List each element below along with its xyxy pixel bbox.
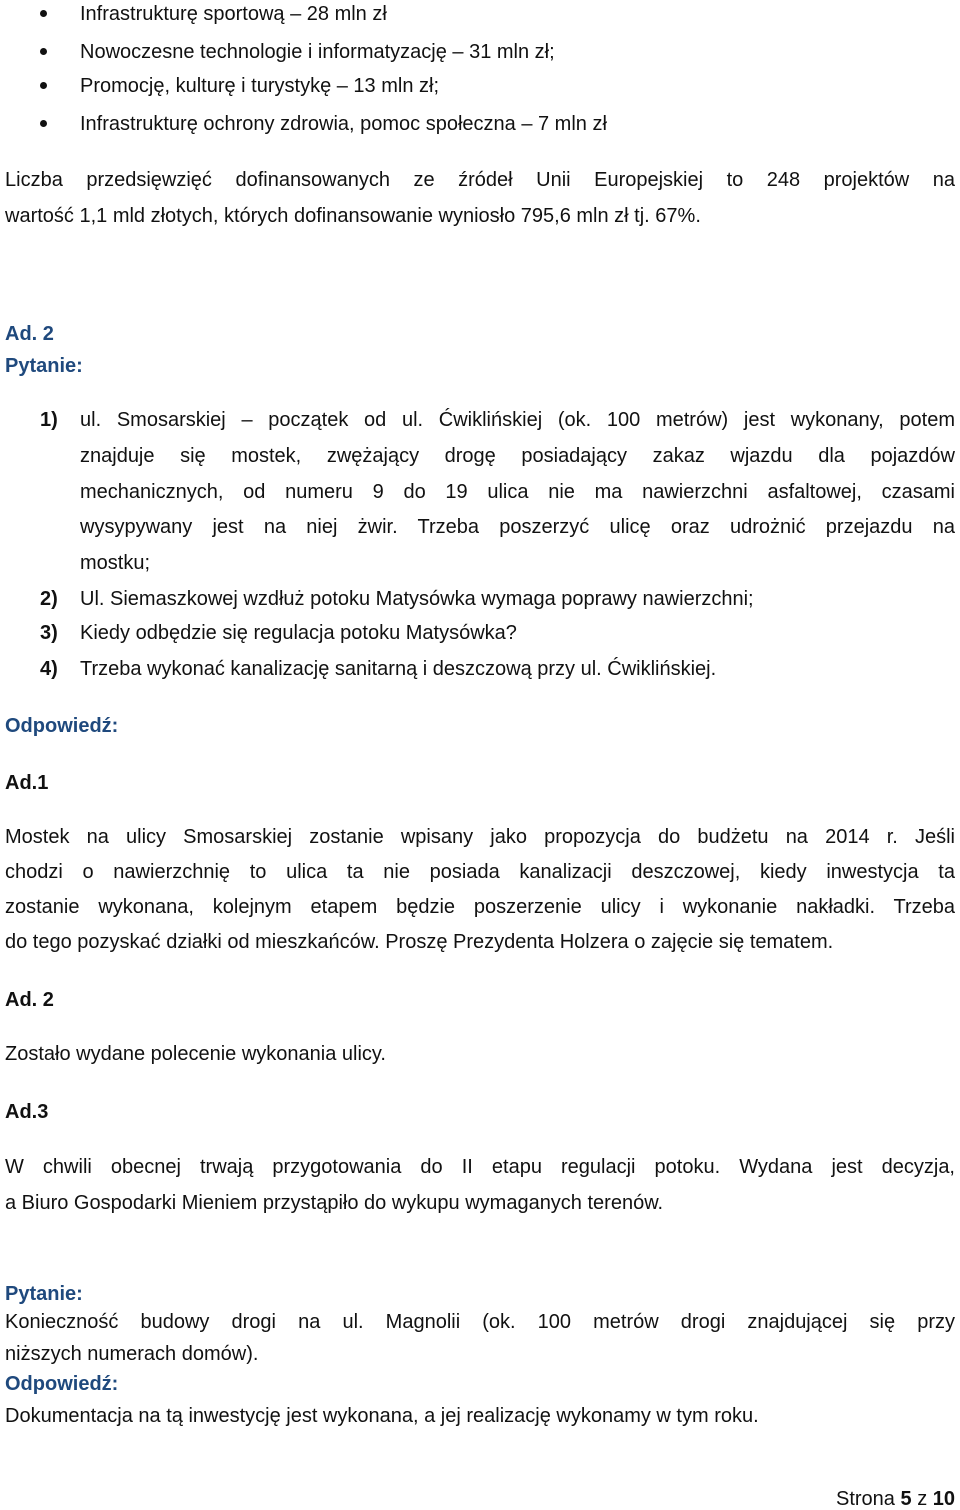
numbered-item xyxy=(40,621,517,645)
bullet-dot xyxy=(40,48,47,55)
answer-line: Mostek na ulicy Smosarskiej zostanie wpisany jako propozycja do budżetu na 2014 r. Jeśli xyxy=(5,826,955,848)
bullet-text: Infrastrukturę ochrony zdrowia, pomoc społeczna – 7 mln zł xyxy=(80,113,607,135)
section-heading-ad2: Ad. 2 xyxy=(5,323,54,345)
numbered-item xyxy=(40,657,716,681)
page-separator: z xyxy=(917,1488,928,1510)
answer-line: a Biuro Gospodarki Mieniem przystąpiło do wykupu wymaganych terenów. xyxy=(5,1192,664,1214)
numbered-item xyxy=(40,408,80,432)
odpowiedz-label: Odpowiedź: xyxy=(5,1373,119,1395)
eu-paragraph-line: wartość 1,1 mld złotych, których dofinansowanie wyniosło 795,6 mln zł tj. 67%. xyxy=(5,205,701,227)
item-number: 1) xyxy=(40,409,58,431)
item-text: Ul. Siemaszkowej wzdłuż potoku Matysówka wymaga poprawy nawierzchni; xyxy=(80,588,754,610)
item-line: mostku; xyxy=(80,552,151,574)
odpowiedz-text: Dokumentacja na tą inwestycję jest wykonana, a jej realizację wykonamy w tym roku. xyxy=(5,1405,759,1427)
answer-heading-ad3: Ad.3 xyxy=(5,1101,49,1123)
item-line: znajduje się mostek, zwężający drogę posiadający zakaz wjazdu dla pojazdów xyxy=(80,445,955,467)
pytanie-label: Pytanie: xyxy=(5,355,83,377)
item-number: 4) xyxy=(40,658,58,680)
answer-line: Zostało wydane polecenie wykonania ulicy. xyxy=(5,1043,386,1065)
eu-paragraph-line: Liczba przedsięwzięć dofinansowanych ze źródeł Unii Europejskiej to 248 projektów na xyxy=(5,169,955,191)
bullet-dot xyxy=(40,120,47,127)
pytanie-line: niższych numerach domów). xyxy=(5,1343,259,1365)
bullet-text: Promocję, kulturę i turystykę – 13 mln zł; xyxy=(80,75,440,97)
item-number: 3) xyxy=(40,622,58,644)
item-text: Trzeba wykonać kanalizację sanitarną i deszczową przy ul. Ćwiklińskiej. xyxy=(80,658,717,680)
item-text: Kiedy odbędzie się regulacja potoku Matysówka? xyxy=(80,622,517,644)
page-total: 10 xyxy=(932,1488,955,1510)
answer-heading-ad1: Ad.1 xyxy=(5,772,49,794)
answer-line: W chwili obecnej trwają przygotowania do II etapu regulacji potoku. Wydana jest decyzja, xyxy=(5,1156,955,1178)
pytanie-line: Konieczność budowy drogi na ul. Magnolii (ok. 100 metrów drogi znajdującej się przy xyxy=(5,1311,955,1333)
item-line: wysypywany jest na niej żwir. Trzeba poszerzyć ulicę oraz udrożnić przejazdu na xyxy=(80,516,955,538)
odpowiedz-label: Odpowiedź: xyxy=(5,715,119,737)
page-prefix: Strona xyxy=(836,1488,895,1510)
answer-line: do tego pozyskać działki od mieszkańców. Proszę Prezydenta Holzera o zajęcie się tematem. xyxy=(5,931,834,953)
numbered-item xyxy=(40,587,754,611)
bullet-dot xyxy=(40,82,47,89)
answer-line: zostanie wykonana, kolejnym etapem będzie poszerzenie ulicy i wykonanie nakładki. Trzeba xyxy=(5,896,955,918)
page-number xyxy=(836,1489,955,1509)
answer-heading-ad2: Ad. 2 xyxy=(5,989,54,1011)
bullet-text: Nowoczesne technologie i informatyzację – 31 mln zł; xyxy=(80,41,555,63)
page-current: 5 xyxy=(900,1488,912,1510)
item-line: ul. Smosarskiej – początek od ul. Ćwiklińskiej (ok. 100 metrów) jest wykonany, potem xyxy=(80,409,955,431)
bullet-dot xyxy=(40,10,47,17)
item-line: mechanicznych, od numeru 9 do 19 ulica nie ma nawierzchni asfaltowej, czasami xyxy=(80,481,955,503)
bullet-text: Infrastrukturę sportową – 28 mln zł xyxy=(80,3,387,25)
item-number: 2) xyxy=(40,588,58,610)
answer-line: chodzi o nawierzchnię to ulica ta nie posiada kanalizacji deszczowej, kiedy inwestycja ta xyxy=(5,861,955,883)
pytanie-label: Pytanie: xyxy=(5,1283,83,1305)
